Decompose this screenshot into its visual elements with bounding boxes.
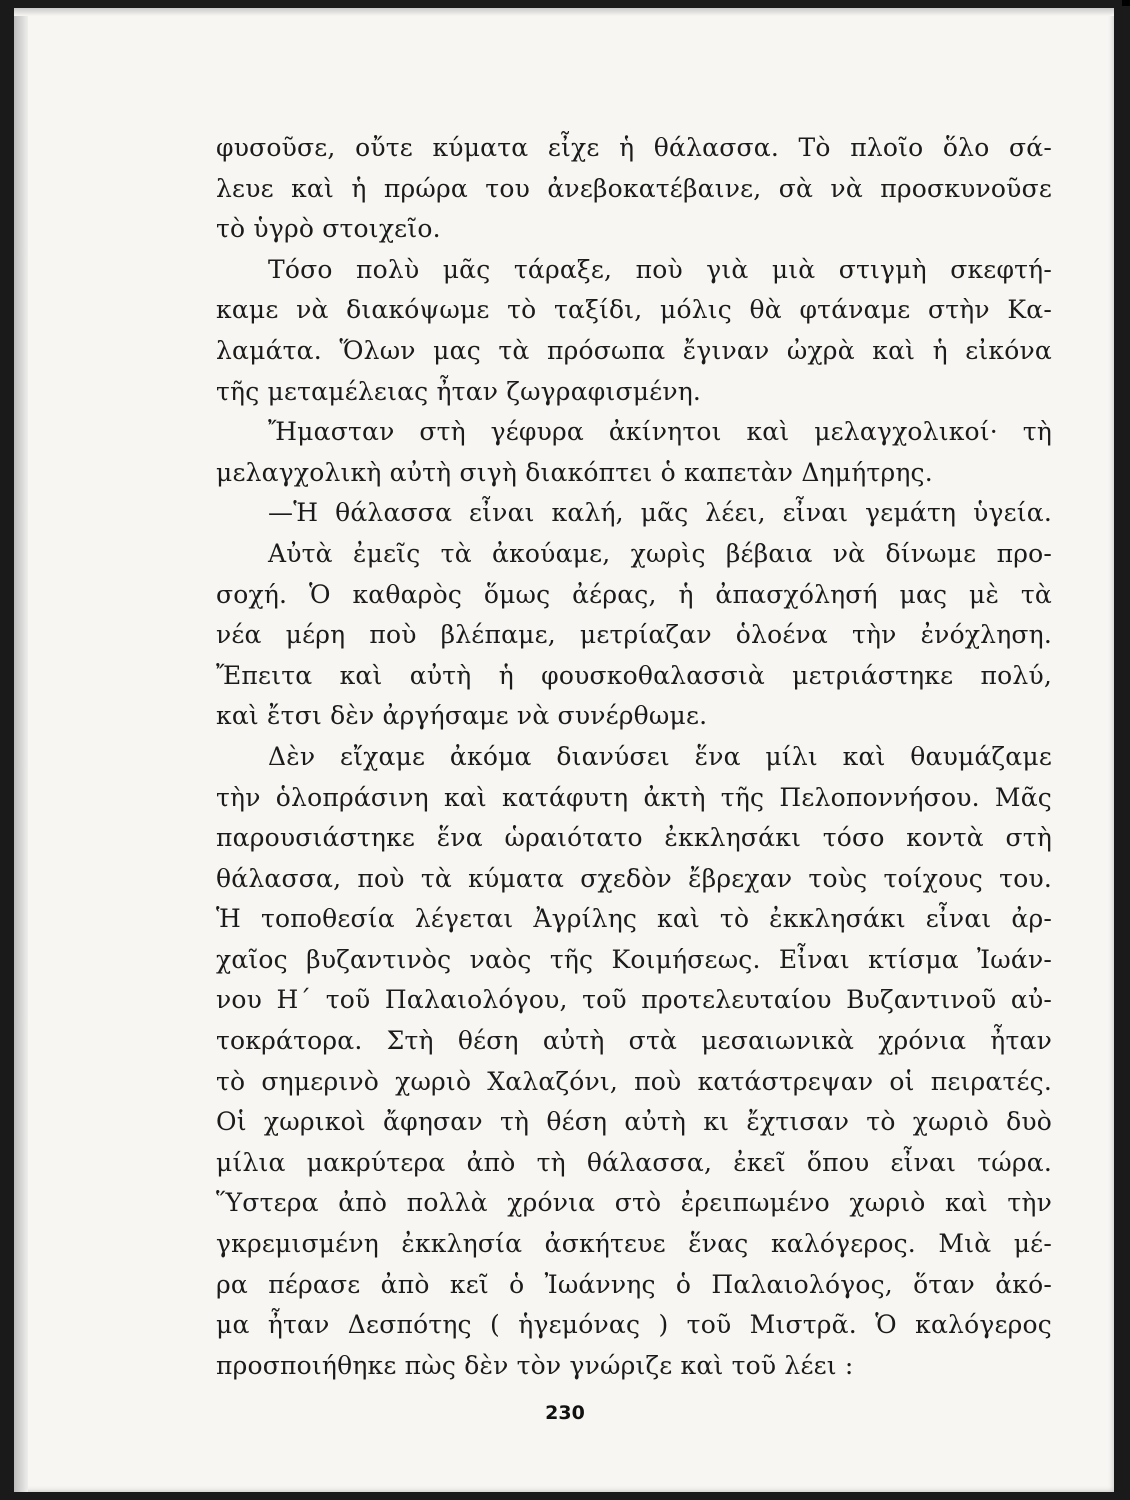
text-line: θάλασσα, ποὺ τὰ κύματα σχεδὸν ἔβρεχαν τοὺς τοίχους του. — [216, 863, 1052, 893]
text-line: Ἡ τοποθεσία λέγεται Ἀγρίλης καὶ τὸ ἐκκλησάκι εἶναι ἀρ- — [216, 904, 1052, 934]
text-line: καὶ ἔτσι δὲν ἀργήσαμε νὰ συνέρθωμε. — [216, 701, 708, 731]
text-line: μίλια μακρύτερα ἀπὸ τὴ θάλασσα, ἐκεῖ ὅπου εἶναι τώρα. — [216, 1147, 1052, 1177]
scan-corner-mark — [1122, 0, 1130, 6]
text-line: Τόσο πολὺ μᾶς τάραξε, ποὺ γιὰ μιὰ στιγμὴ σκεφτή- — [268, 254, 1052, 284]
text-line: χαῖος βυζαντινὸς ναὸς τῆς Κοιμήσεως. Εἶναι κτίσμα Ἰωάν- — [216, 944, 1052, 974]
text-line: τοκράτορα. Στὴ θέση αὐτὴ στὰ μεσαιωνικὰ χρόνια ἦταν — [216, 1026, 1052, 1056]
text-line: Αὐτὰ ἐμεῖς τὰ ἀκούαμε, χωρὶς βέβαια νὰ δίνωμε προ- — [268, 538, 1052, 568]
text-line: Ὕστερα ἀπὸ πολλὰ χρόνια στὸ ἐρειπωμένο χωριὸ καὶ τὴν — [216, 1188, 1052, 1218]
text-line: σοχή. Ὁ καθαρὸς ὅμως ἀέρας, ἡ ἀπασχόλησή μας μὲ τὰ — [216, 579, 1052, 609]
page-number: 230 — [545, 1402, 585, 1424]
page-edge-left — [14, 8, 28, 1492]
text-line: ρα πέρασε ἀπὸ κεῖ ὁ Ἰωάννης ὁ Παλαιολόγος, ὅταν ἀκό- — [216, 1269, 1052, 1299]
text-line: Ἤμασταν στὴ γέφυρα ἀκίνητοι καὶ μελαγχολικοί· τὴ — [268, 417, 1052, 447]
text-line: λευε καὶ ἡ πρώρα του ἀνεβοκατέβαινε, σὰ νὰ προσκυνοῦσε — [216, 173, 1052, 203]
text-line: τῆς μεταμέλειας ἦταν ζωγραφισμένη. — [216, 376, 702, 406]
text-line: —Ἡ θάλασσα εἶναι καλή, μᾶς λέει, εἶναι γεμάτη ὑγεία. — [268, 498, 1052, 528]
text-line: γκρεμισμένη ἐκκλησία ἀσκήτευε ἕνας καλόγερος. Μιὰ μέ- — [216, 1229, 1052, 1259]
text-line: τὸ ὑγρὸ στοιχεῖο. — [216, 214, 441, 244]
text-line: μελαγχολικὴ αὐτὴ σιγὴ διακόπτει ὁ καπετὰν Δημήτρης. — [216, 457, 933, 487]
text-line: παρουσιάστηκε ἕνα ὡραιότατο ἐκκλησάκι τόσο κοντὰ στὴ — [216, 823, 1052, 853]
page-edge-top — [14, 8, 1114, 16]
text-line: Δὲν εἴχαμε ἀκόμα διανύσει ἕνα μίλι καὶ θαυμάζαμε — [268, 741, 1052, 771]
text-line: φυσοῦσε, οὔτε κύματα εἶχε ἡ θάλασσα. Τὸ πλοῖο ὅλο σά- — [216, 133, 1052, 162]
text-line: λαμάτα. Ὅλων μας τὰ πρόσωπα ἔγιναν ὠχρὰ καὶ ἡ εἰκόνα — [216, 335, 1052, 365]
text-line: τὴν ὁλοπράσινη καὶ κατάφυτη ἀκτὴ τῆς Πελοποννήσου. Μᾶς — [216, 782, 1052, 812]
text-line: μα ἦταν Δεσπότης ( ἡγεμόνας ) τοῦ Μιστρᾶ. Ὁ καλόγερος — [216, 1310, 1052, 1340]
text-line: τὸ σημερινὸ χωριὸ Χαλαζόνι, ποὺ κατάστρεψαν οἱ πειρατές. — [216, 1066, 1052, 1096]
text-line: Ἔπειτα καὶ αὐτὴ ἡ φουσκοθαλασσιὰ μετριάστηκε πολύ, — [216, 660, 1052, 690]
body-text — [216, 128, 1052, 1386]
text-line: καμε νὰ διακόψωμε τὸ ταξίδι, μόλις θὰ φτάναμε στὴν Κα- — [216, 295, 1052, 325]
text-line: Οἱ χωρικοὶ ἄφησαν τὴ θέση αὐτὴ κι ἔχτισαν τὸ χωριὸ δυὸ — [216, 1107, 1052, 1137]
text-line: προσποιήθηκε πὼς δὲν τὸν γνώριζε καὶ τοῦ λέει : — [216, 1350, 854, 1380]
text-line: νου Η΄ τοῦ Παλαιολόγου, τοῦ προτελευταίου Βυζαντινοῦ αὐ- — [216, 985, 1052, 1015]
text-line: νέα μέρη ποὺ βλέπαμε, μετρίαζαν ὁλοένα τὴν ἐνόχληση. — [216, 620, 1052, 650]
